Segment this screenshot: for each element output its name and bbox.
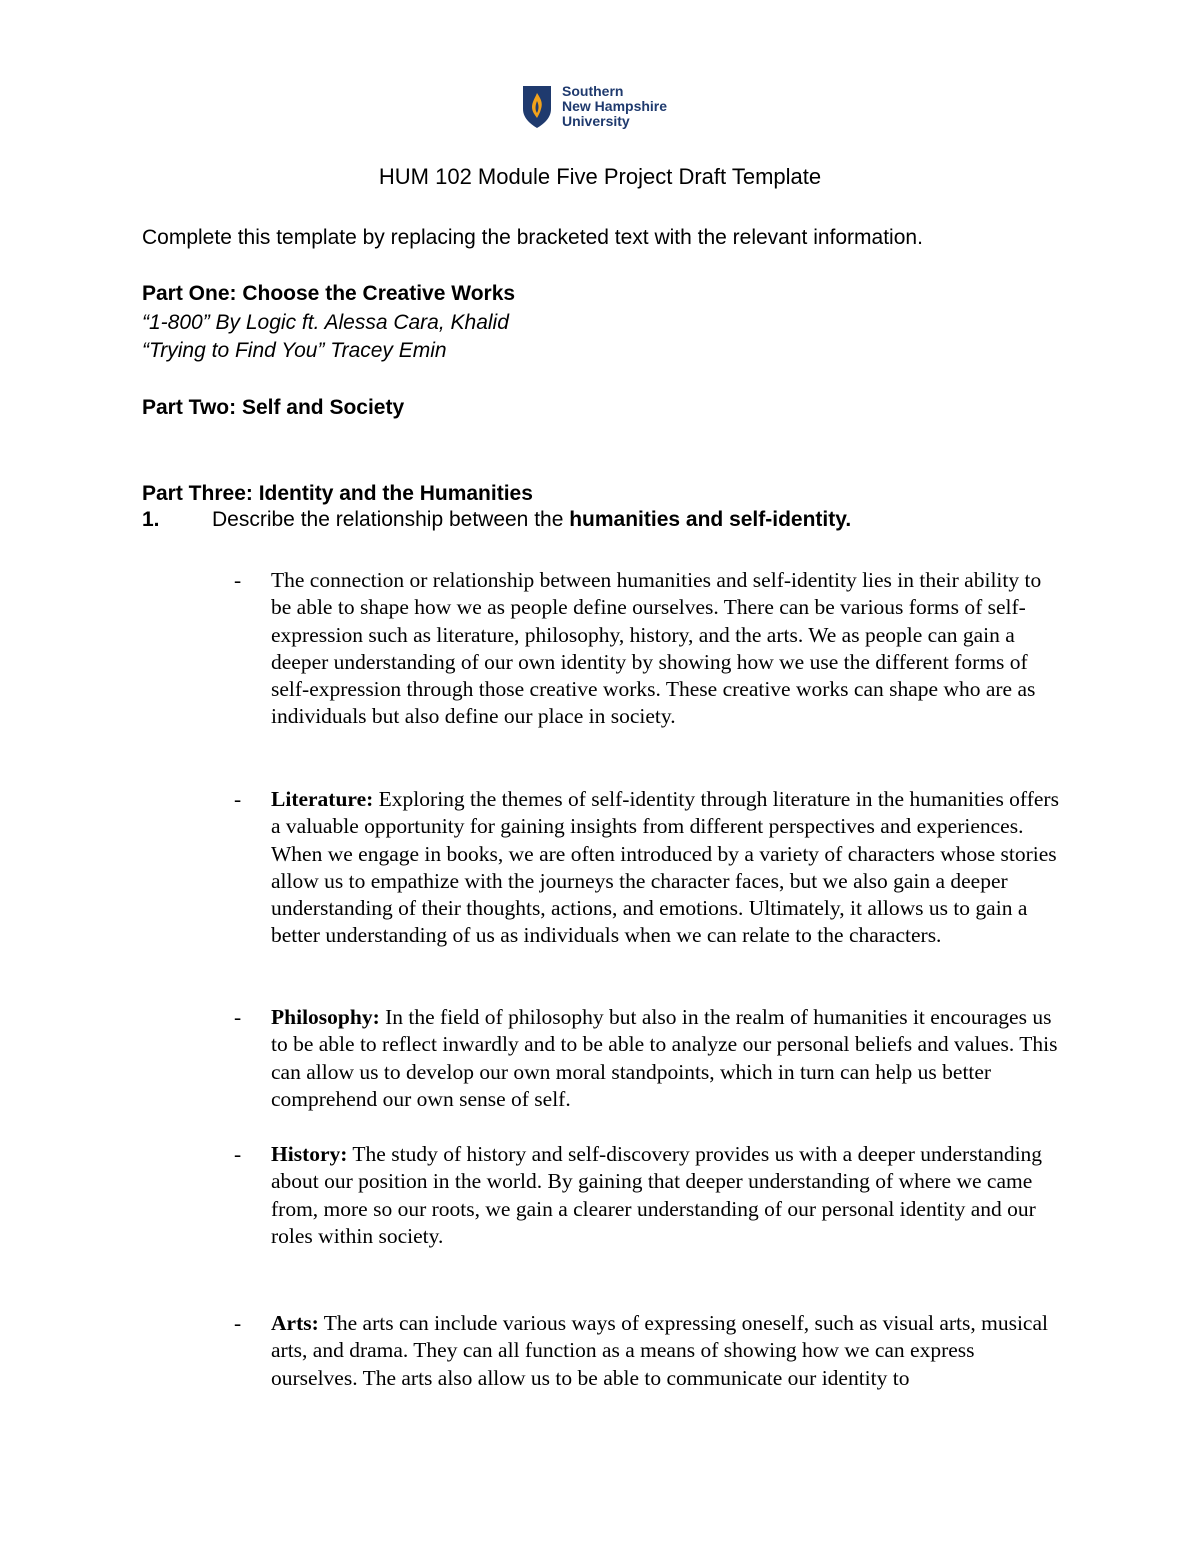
bullet-dash: - — [234, 568, 242, 592]
bullet-label: Arts: — [271, 1311, 319, 1335]
bullet-text: Exploring the themes of self-identity through literature in the humanities offers a valuable opportunity for gaining insights from different perspectives and experiences. When we engage in books, we are often introduced by a variety of characters whose stories allow us to empathize with the journeys the character faces, but we also gain a deeper understanding of their thoughts, actions, and emotions. Ultimately, it allows us to gain a better understanding of us as individuals when we can relate to the characters. — [271, 787, 1059, 948]
bullet-text: The connection or relationship between humanities and self-identity lies in their ability to be able to shape how we as people define ourselves. There can be various forms of self-expression such as literature, philosophy, history, and the arts. We as people can gain a deeper understanding of our own identity by showing how we use the different forms of self-expression through those creative works. These creative works can shape who are as individuals but also define our place in society. — [271, 568, 1042, 729]
bullet-intro — [234, 567, 1064, 731]
bullet-label: Philosophy: — [271, 1005, 380, 1029]
part-one-heading: Part One: Choose the Creative Works — [142, 282, 516, 305]
bullet-dash: - — [234, 1005, 242, 1029]
creative-work-1: “1-800” By Logic ft. Alessa Cara, Khalid — [142, 311, 509, 334]
snhu-logo — [522, 84, 667, 129]
bullet-literature — [234, 786, 1064, 950]
bullet-text: The arts can include various ways of expressing oneself, such as visual arts, musical arts, and drama. They can all function as a means of showing how we can express ourselves. The arts also allow us to be able to communicate our identity to — [271, 1311, 1048, 1390]
logo-text-line-2: New Hampshire — [562, 98, 668, 114]
creative-work-2: “Trying to Find You” Tracey Emin — [142, 339, 447, 362]
bullet-dash: - — [234, 787, 242, 811]
bullet-arts — [234, 1310, 1064, 1392]
bullet-label: History: — [271, 1142, 348, 1166]
part-three-heading: Part Three: Identity and the Humanities — [142, 482, 533, 505]
question-bold-text: humanities and self-identity. — [569, 508, 852, 531]
part-two-heading: Part Two: Self and Society — [142, 396, 405, 419]
bullet-dash: - — [234, 1311, 242, 1335]
bullet-text: The study of history and self-discovery provides us with a deeper understanding about our position in the world. By gaining that deeper understanding of where we came from, more so our roots, we gain a clearer understanding of our personal identity and our roles within society. — [271, 1142, 1043, 1248]
instructions: Complete this template by replacing the bracketed text with the relevant information. — [142, 226, 923, 249]
logo-text-line-1: Southern — [562, 83, 624, 99]
bullet-text: In the field of philosophy but also in the realm of humanities it encourages us to be able to reflect inwardly and to be able to analyze our personal beliefs and values. This can allow us to develop our own moral standpoints, which in turn can help us better comprehend our own sense of self. — [271, 1005, 1058, 1111]
logo-text-line-3: University — [562, 113, 630, 129]
bullet-philosophy — [234, 1004, 1064, 1113]
bullet-label: Literature: — [271, 787, 374, 811]
bullet-dash: - — [234, 1142, 242, 1166]
bullet-history — [234, 1141, 1064, 1250]
document-title: HUM 102 Module Five Project Draft Template — [378, 164, 822, 189]
question-number: 1. — [142, 508, 160, 531]
question-text: Describe the relationship between the — [212, 508, 570, 531]
flame-shield-icon — [522, 85, 552, 129]
